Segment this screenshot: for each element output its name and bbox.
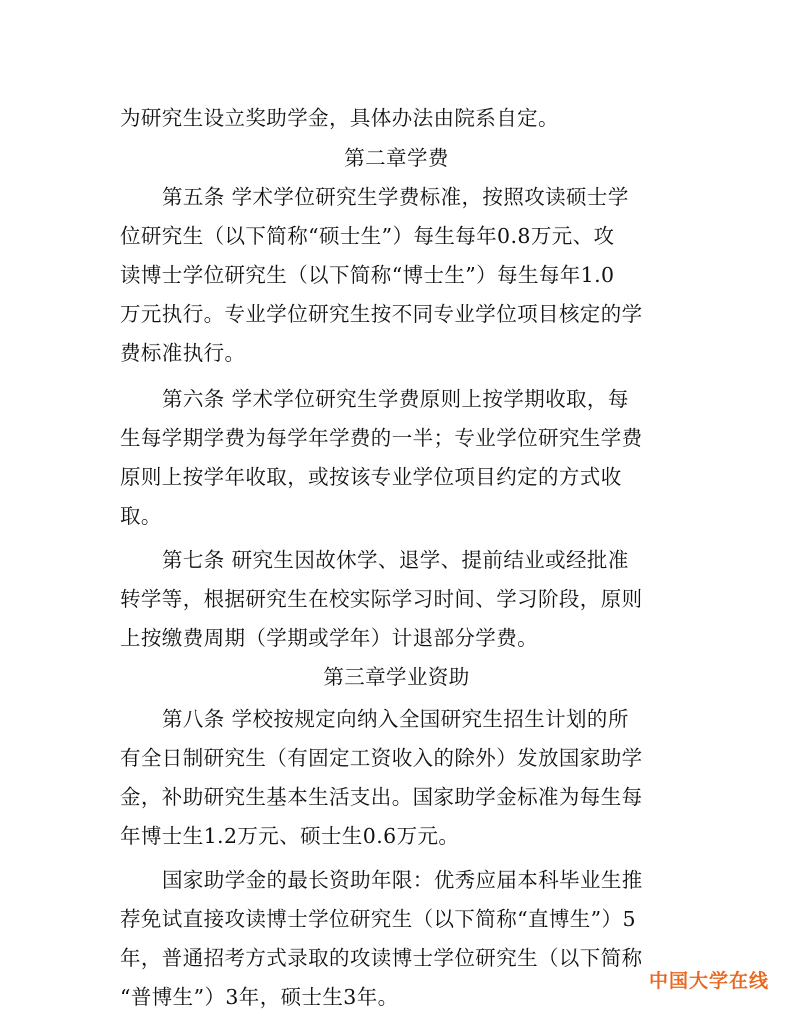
article-5-line-5: 费标准执行。 bbox=[120, 341, 246, 365]
article-8-line-1: 第八条 学校按规定向纳入全国研究生招生计划的所 bbox=[162, 707, 629, 731]
article-8-line-2: 有全日制研究生（有固定工资收入的除外）发放国家助学 bbox=[120, 746, 643, 770]
chapter-heading-2: 第二章学费 bbox=[344, 146, 449, 170]
article-6-line-1: 第六条 学术学位研究生学费原则上按学期收取，每 bbox=[162, 387, 629, 411]
article-5-line-4: 万元执行。专业学位研究生按不同专业学位项目核定的学 bbox=[120, 302, 643, 326]
site-watermark: 中国大学在线 bbox=[648, 970, 769, 992]
article-6-line-4: 取。 bbox=[120, 504, 162, 528]
article-6-line-2: 生每学期学费为每学年学费的一半；专业学位研究生学费 bbox=[120, 426, 643, 450]
paragraph-line-1: 国家助学金的最长资助年限：优秀应届本科毕业生推 bbox=[162, 868, 643, 892]
chapter-heading-3: 第三章学业资助 bbox=[323, 665, 470, 689]
article-6-line-3: 原则上按学年收取，或按该专业学位项目约定的方式收 bbox=[120, 465, 622, 489]
paragraph-line-2: 荐免试直接攻读博士学位研究生（以下简称“直博生”）5 bbox=[120, 907, 636, 931]
article-5-line-1: 第五条 学术学位研究生学费标准，按照攻读硕士学 bbox=[162, 185, 629, 209]
article-5-line-2: 位研究生（以下简称“硕士生”）每生每年0.8万元、攻 bbox=[120, 224, 615, 248]
text-line-1: 为研究生设立奖助学金，具体办法由院系自定。 bbox=[120, 106, 559, 130]
article-8-line-3: 金，补助研究生基本生活支出。国家助学金标准为每生每 bbox=[120, 785, 643, 809]
paragraph-line-4: “普博生”）3年，硕士生3年。 bbox=[120, 985, 399, 1009]
article-5-line-3: 读博士学位研究生（以下简称“博士生”）每生每年1.0 bbox=[120, 263, 615, 287]
paragraph-line-3: 年，普通招考方式录取的攻读博士学位研究生（以下简称 bbox=[120, 946, 643, 970]
article-7-line-2: 转学等，根据研究生在校实际学习时间、学习阶段，原则 bbox=[120, 587, 643, 611]
article-8-line-4: 年博士生1.2万元、硕士生0.6万元。 bbox=[120, 824, 460, 848]
article-7-line-1: 第七条 研究生因故休学、退学、提前结业或经批准 bbox=[162, 548, 629, 572]
article-7-line-3: 上按缴费周期（学期或学年）计退部分学费。 bbox=[120, 626, 538, 650]
